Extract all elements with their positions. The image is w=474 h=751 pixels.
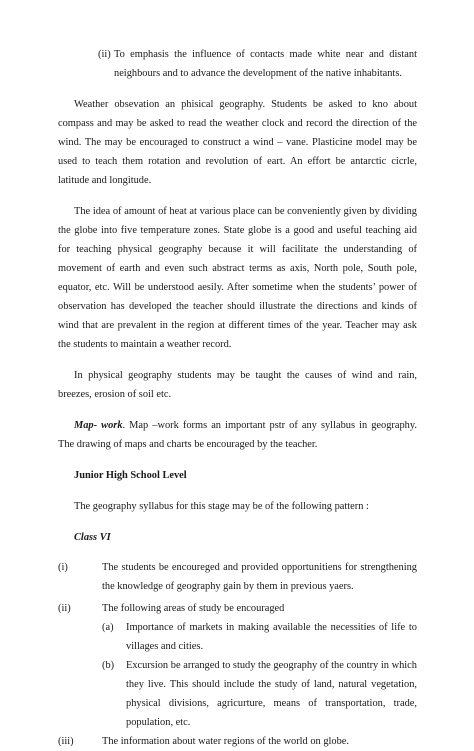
intro-list-item: [58, 45, 417, 83]
list-item-number: (iii): [58, 736, 74, 747]
list-item: [58, 599, 417, 618]
heat-paragraph: The idea of amount of heat at various place can be conveniently given by dividing the globe into five temperature zones. State globe is a good and useful teaching aid for teaching physical geography because it will facilitate the understanding of movement of earth and even such abstract terms as axis, North pole, South pole, equator, etc. Will be understood aesily. After sometime when the students’ power of observation has developed the teacher should illustrate the directions and kinds of wind that are prevalent in the region at different times of the year. Teacher may ask the students to maintain a weather record.: [58, 206, 417, 350]
list-item-text: The information about water regions of the world on globe.: [102, 736, 350, 747]
intro-item-number: (ii): [98, 49, 111, 60]
wind-paragraph: In physical geography students may be taught the causes of wind and rain, breezes, erosion of soil etc.: [58, 370, 417, 400]
section-intro: The geography syllabus for this stage may be of the following pattern :: [74, 501, 369, 512]
list-item: [58, 732, 417, 751]
sub-list-item: [58, 618, 417, 656]
sub-list-item-number: (b): [102, 660, 115, 671]
sub-list-item-text: Excursion be arranged to study the geography of the country in which they live. This should include the study of land, natural vegetation, physical divisions, agricurture, means of transportation, trade, population, etc.: [126, 660, 417, 728]
class-heading: Class VI: [74, 532, 111, 543]
sub-list-item-number: (a): [102, 622, 114, 633]
intro-item-text: To emphasis the influence of contacts made white near and distant neighbours and to advance the development of the native inhabitants.: [114, 49, 417, 79]
map-work-label: Map- work: [74, 420, 123, 431]
list-item: [58, 558, 417, 596]
map-work-paragraph: [58, 416, 417, 454]
list-item-number: (i): [58, 562, 68, 573]
weather-paragraph: Weather obsevation an phisical geography. Students be asked to kno about compass and may be asked to read the weather clock and record the direction of the wind. The may be encouraged to construct a wind – vane. Plasticine model may be used to teach them rotation and revolution of eart. An effort be antarctic cicrle, latitude and longitude.: [58, 99, 417, 186]
section-heading: Junior High School Level: [74, 470, 187, 481]
list-item-text: The students be encoureged and provided opportunitiens for strengthening the knowledge of geography gain by them in previous yaers.: [102, 562, 417, 592]
list-item-text: The following areas of study be encouraged: [102, 603, 285, 614]
sub-list-item-text: Importance of markets in making available the necessities of life to villages and cities.: [126, 622, 417, 652]
map-work-text: . Map –work forms an important pstr of any syllabus in geography. The drawing of maps and charts be encouraged by the teacher.: [58, 420, 417, 450]
sub-list-item: [58, 656, 417, 732]
list-item-number: (ii): [58, 603, 71, 614]
